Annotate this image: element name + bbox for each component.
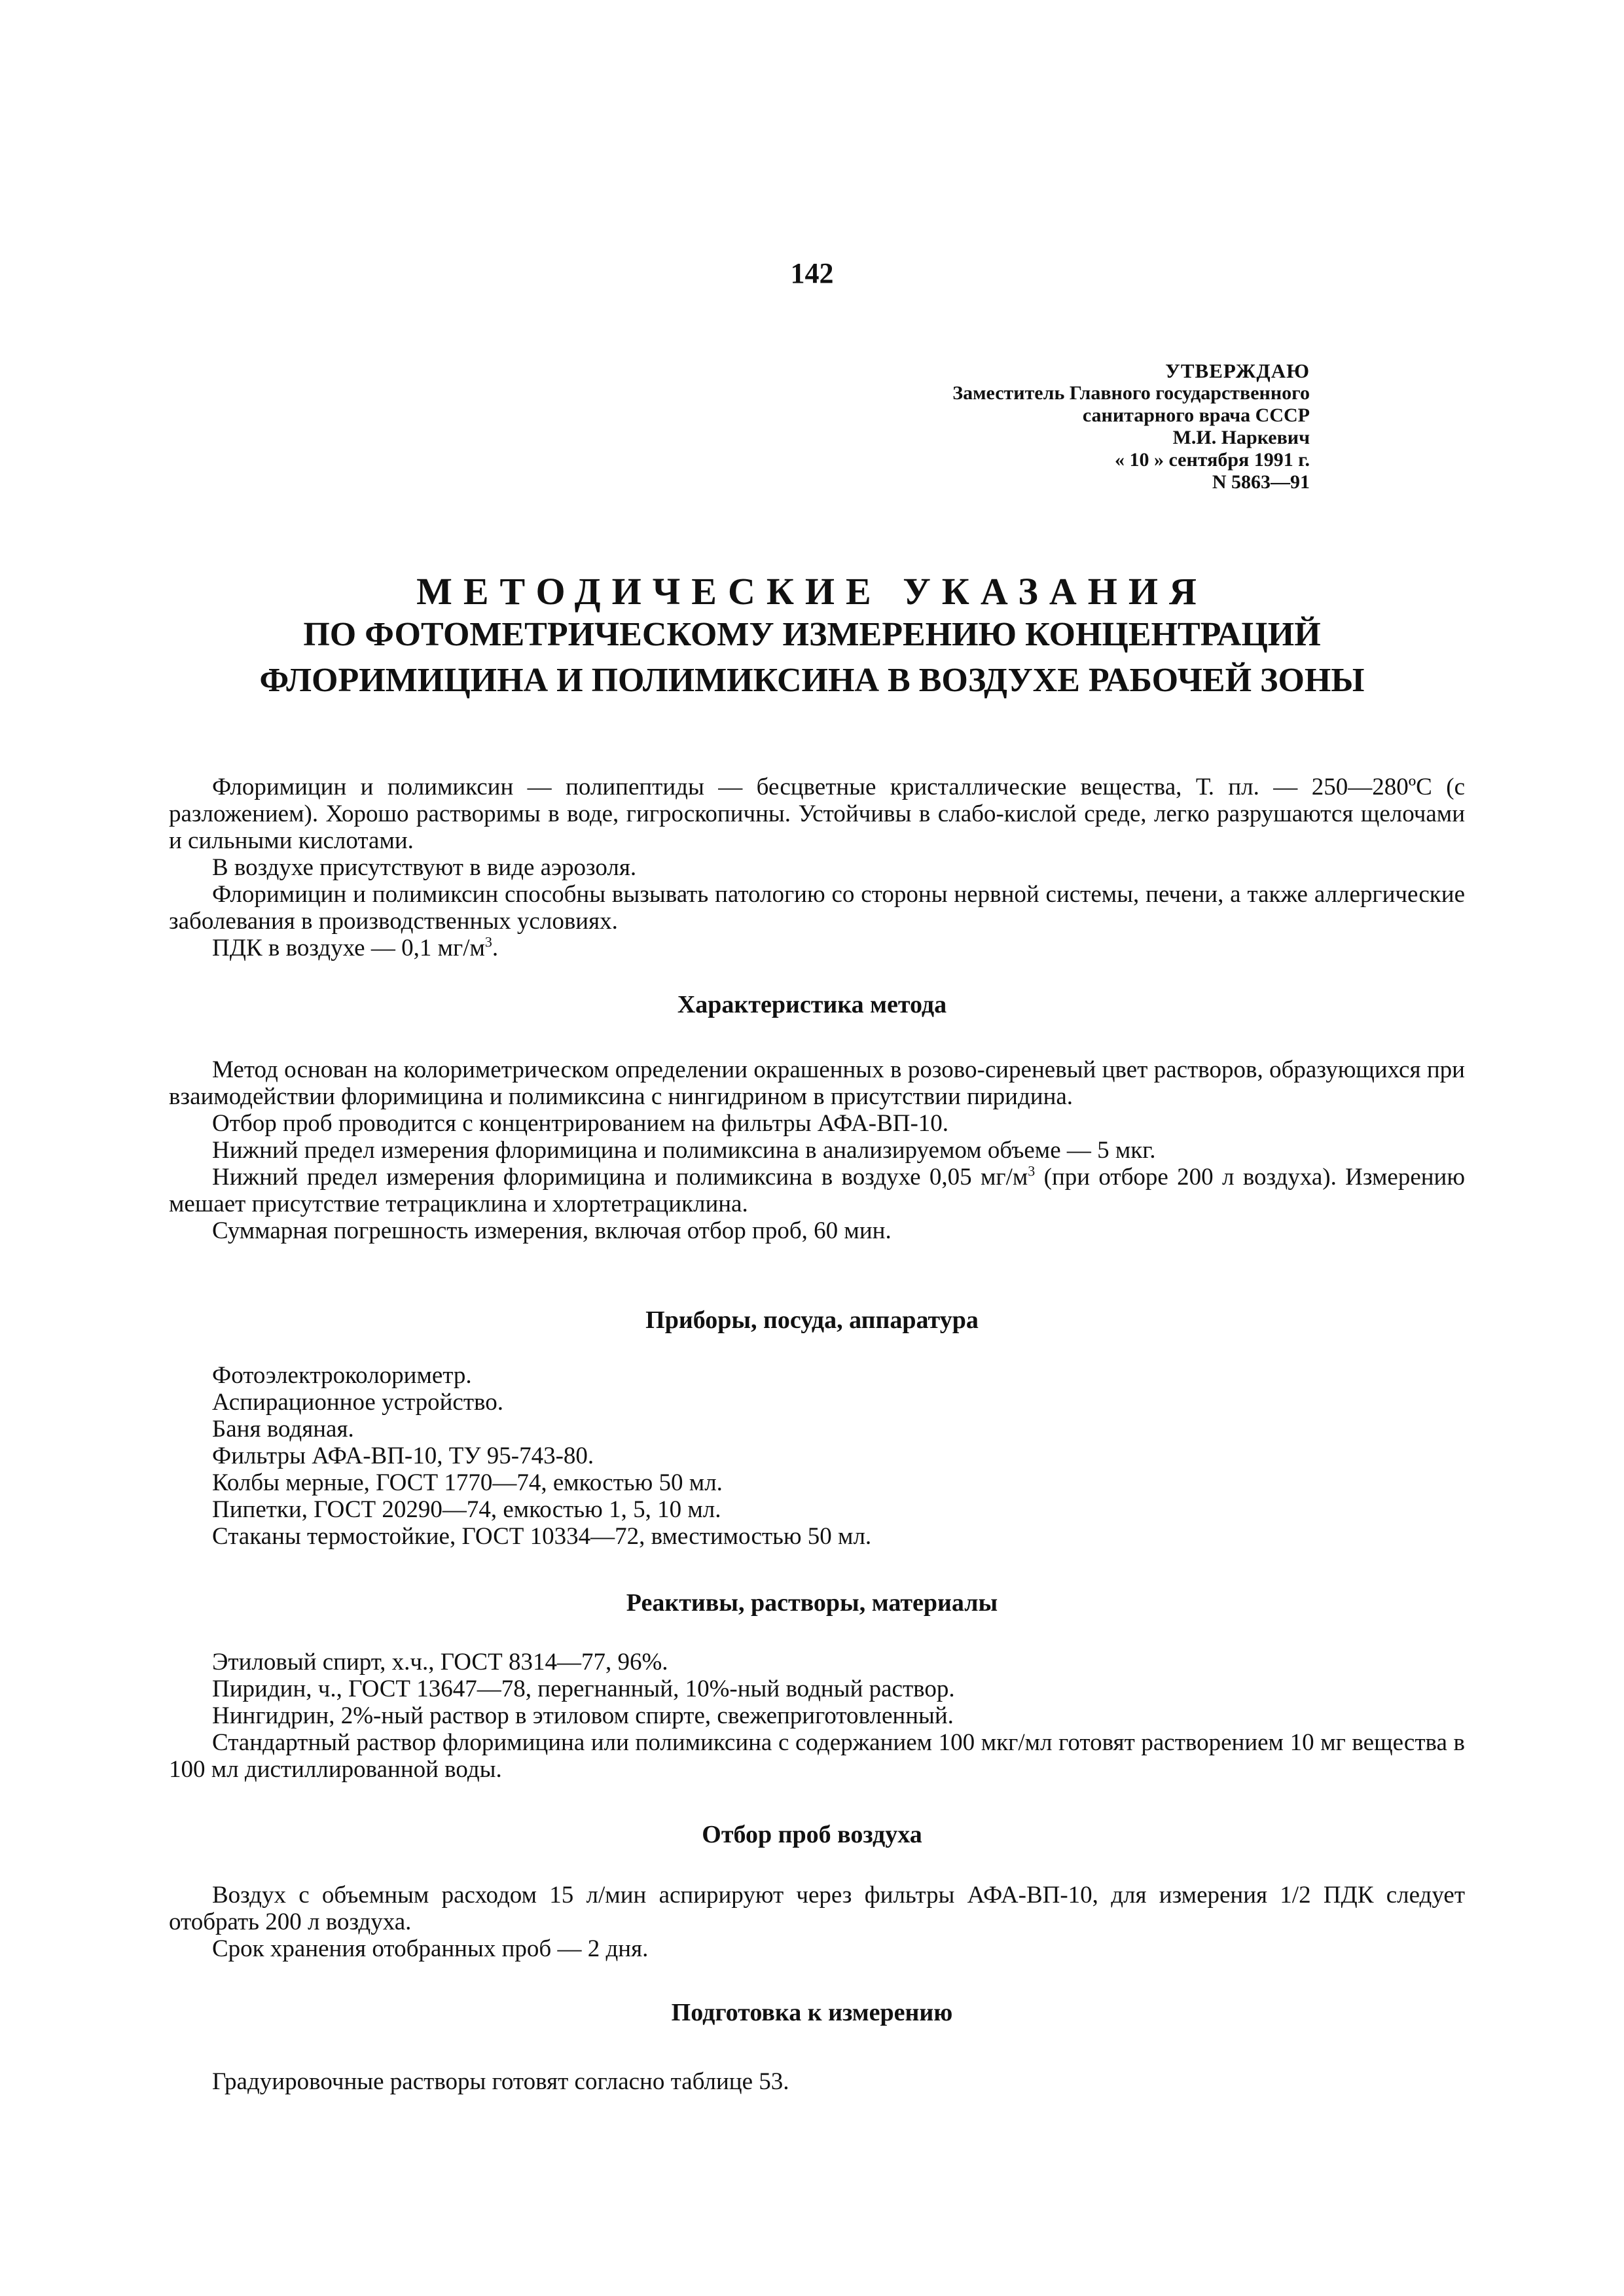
method-section bbox=[169, 1056, 1465, 1244]
intro-paragraph-3: Флоримицин и полимиксин способны вызывать патологию со стороны нервной системы, печени, а также аллергические заболевания в производственных условиях. bbox=[169, 881, 1465, 935]
intro-section bbox=[169, 774, 1465, 961]
approval-name: М.И. Наркевич bbox=[1172, 427, 1310, 448]
equipment-item: Баня водяная. bbox=[212, 1416, 354, 1443]
reagents-heading: Реактивы, растворы, материалы bbox=[626, 1589, 998, 1617]
approval-title: УТВЕРЖДАЮ bbox=[1165, 359, 1310, 382]
sampling-paragraph-2: Срок хранения отобранных проб — 2 дня. bbox=[212, 1935, 649, 1962]
approval-date: « 10 » сентября 1991 г. bbox=[1114, 449, 1310, 471]
sampling-paragraph-1: Воздух с объемным расходом 15 л/мин аспирируют через фильтры АФА-ВП-10, для измерения 1/2 ПДК следует отобрать 200 л воздуха. bbox=[169, 1882, 1465, 1935]
equipment-item: Фотоэлектроколориметр. bbox=[212, 1362, 472, 1389]
approval-position-line1: Заместитель Главного государственного bbox=[952, 382, 1310, 404]
equipment-item: Пипетки, ГОСТ 20290—74, емкостью 1, 5, 10 мл. bbox=[212, 1496, 721, 1523]
pdk-text-end: . bbox=[492, 935, 499, 961]
intro-paragraph-1: Флоримицин и полимиксин — полипептиды — бесцветные кристаллические вещества, Т. пл. — 250—280ºС (с разложением). Хорошо растворимы в воде, гигроскопичны. Устойчивы в слабо-кислой среде, легко разрушаются щелочами и сильными кислотами. bbox=[169, 774, 1465, 854]
equipment-item: Стаканы термостойкие, ГОСТ 10334—72, вместимостью 50 мл. bbox=[212, 1523, 872, 1550]
reagents-section bbox=[169, 1649, 1465, 1783]
approval-position-line2: санитарного врача СССР bbox=[1082, 404, 1310, 426]
pdk-text: ПДК в воздухе — 0,1 мг/м bbox=[212, 935, 485, 961]
method-paragraph-4-text: Нижний предел измерения флоримицина и полимиксина в воздухе 0,05 мг/м bbox=[212, 1164, 1028, 1191]
approval-block bbox=[952, 360, 1310, 493]
reagent-item: Нингидрин, 2%-ный раствор в этиловом спирте, свежеприготовленный. bbox=[212, 1702, 954, 1729]
document-title-line1: МЕТОДИЧЕСКИЕ УКАЗАНИЯ bbox=[416, 570, 1208, 613]
method-paragraph-5: Суммарная погрешность измерения, включая отбор проб, 60 мин. bbox=[212, 1217, 892, 1244]
sampling-heading: Отбор проб воздуха bbox=[702, 1821, 922, 1848]
method-paragraph-4-end: (при отборе 200 л воздуха). Измерению мешает присутствие тетрациклина и хлортетрациклина. bbox=[169, 1164, 1465, 1217]
sampling-section bbox=[169, 1882, 1465, 1962]
reagent-item: Пиридин, ч., ГОСТ 13647—78, перегнанный, 10%-ный водный раствор. bbox=[212, 1676, 955, 1702]
reagent-item: Этиловый спирт, х.ч., ГОСТ 8314—77, 96%. bbox=[212, 1649, 668, 1676]
document-title-line2: ПО ФОТОМЕТРИЧЕСКОМУ ИЗМЕРЕНИЮ КОНЦЕНТРАЦИЙ bbox=[303, 616, 1321, 653]
preparation-section bbox=[169, 2068, 1465, 2095]
method-heading: Характеристика метода bbox=[677, 991, 947, 1018]
method-paragraph-4-superscript: 3 bbox=[1028, 1162, 1036, 1179]
preparation-heading: Подготовка к измерению bbox=[671, 1999, 953, 2026]
equipment-item: Фильтры АФА-ВП-10, ТУ 95-743-80. bbox=[212, 1443, 594, 1469]
method-paragraph-4 bbox=[169, 1164, 1465, 1217]
equipment-list bbox=[169, 1362, 1465, 1550]
intro-paragraph-2: В воздухе присутствуют в виде аэрозоля. bbox=[212, 854, 637, 881]
document-title-line3: ФЛОРИМИЦИНА И ПОЛИМИКСИНА В ВОЗДУХЕ РАБОЧЕЙ ЗОНЫ bbox=[259, 662, 1365, 699]
preparation-paragraph-1: Градуировочные растворы готовят согласно таблице 53. bbox=[212, 2068, 789, 2095]
approval-number: N 5863—91 bbox=[1212, 471, 1310, 493]
pdk-superscript: 3 bbox=[484, 933, 492, 950]
method-paragraph-2: Отбор проб проводится с концентрированием на фильтры АФА-ВП-10. bbox=[212, 1110, 949, 1137]
equipment-item: Аспирационное устройство. bbox=[212, 1389, 503, 1416]
equipment-heading: Приборы, посуда, аппаратура bbox=[645, 1306, 979, 1334]
standard-solution-paragraph: Стандартный раствор флоримицина или полимиксина с содержанием 100 мкг/мл готовят растворением 10 мг вещества в 100 мл дистиллированной воды. bbox=[169, 1729, 1465, 1783]
method-paragraph-1: Метод основан на колориметрическом определении окрашенных в розово-сиреневый цвет растворов, образующихся при взаимодействии флоримицина и полимиксина с нингидрином в присутствии пиридина. bbox=[169, 1056, 1465, 1110]
method-paragraph-3: Нижний предел измерения флоримицина и полимиксина в анализируемом объеме — 5 мкг. bbox=[212, 1137, 1156, 1164]
equipment-item: Колбы мерные, ГОСТ 1770—74, емкостью 50 мл. bbox=[212, 1469, 723, 1496]
page-number: 142 bbox=[790, 257, 834, 289]
intro-paragraph-4 bbox=[169, 935, 1465, 961]
